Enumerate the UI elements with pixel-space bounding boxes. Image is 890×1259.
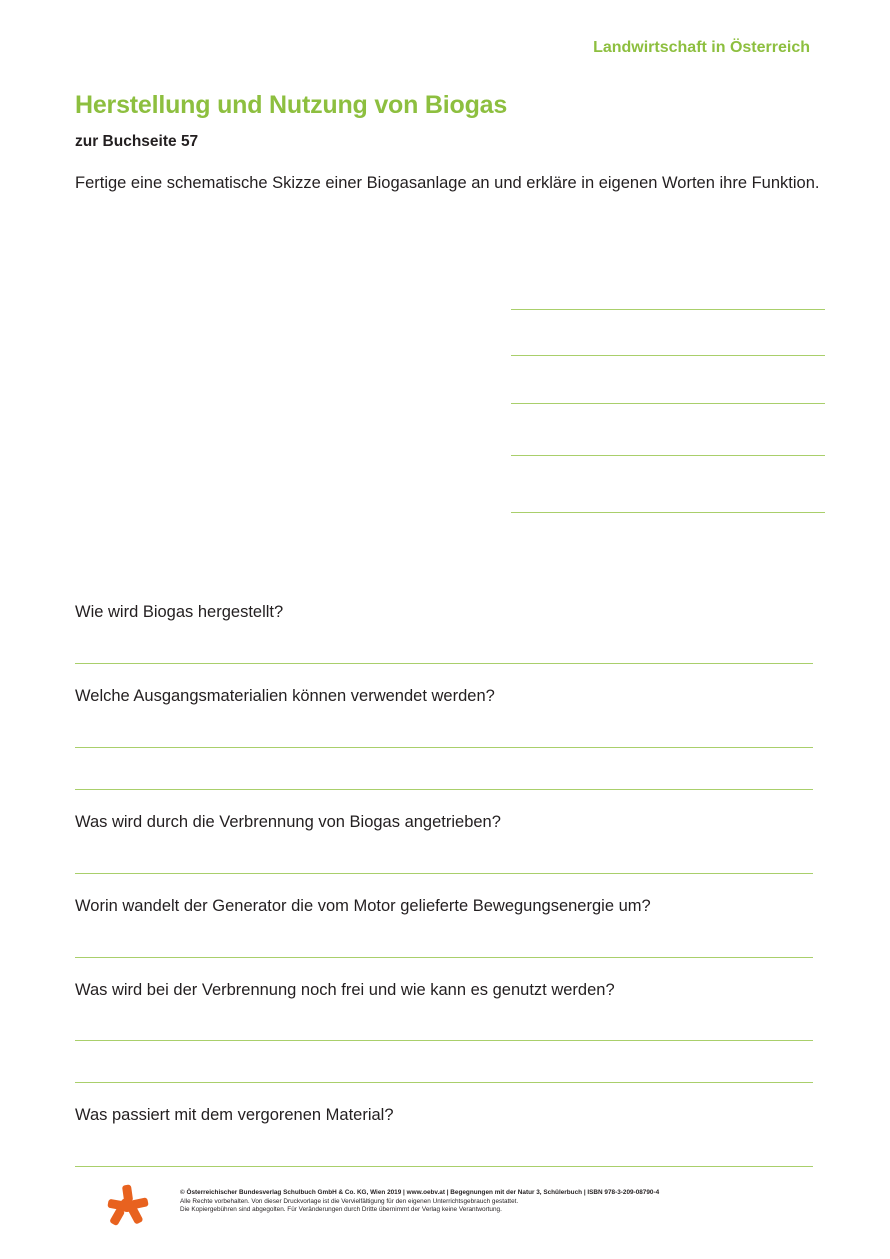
answer-line[interactable] [75,663,813,664]
page-title: Herstellung und Nutzung von Biogas [75,91,508,119]
explanation-line[interactable] [511,355,825,356]
footer-line: Die Kopiergebühren sind abgegolten. Für Veränderungen durch Dritte übernimmt der Verlag keine Verantwortung. [180,1206,502,1214]
question-4: Worin wandelt der Generator die vom Motor gelieferte Bewegungsenergie um? [75,897,651,915]
section-header: Landwirtschaft in Österreich [593,39,810,56]
oebv-logo-icon [106,1183,150,1227]
answer-line[interactable] [75,747,813,748]
question-3: Was wird durch die Verbrennung von Biogas angetrieben? [75,813,501,831]
answer-line[interactable] [75,957,813,958]
footer-line: Alle Rechte vorbehalten. Von dieser Druckvorlage ist die Vervielfältigung für den eigenen Unterrichtsgebrauch gestattet. [180,1197,519,1205]
answer-line[interactable] [75,1040,813,1041]
answer-line[interactable] [75,1082,813,1083]
answer-line[interactable] [75,873,813,874]
answer-line[interactable] [75,789,813,790]
question-6: Was passiert mit dem vergorenen Material? [75,1106,394,1124]
task-instruction: Fertige eine schematische Skizze einer Biogasanlage an und erkläre in eigenen Worten ihre Funktion. [75,174,820,192]
page-subtitle: zur Buchseite 57 [75,133,199,150]
footer-line: © Österreichischer Bundesverlag Schulbuch GmbH & Co. KG, Wien 2019 | www.oebv.at | Begegnungen mit der Natur 3, Schülerbuch | ISBN 978-3-209-08790-4 [180,1189,660,1196]
question-1: Wie wird Biogas hergestellt? [75,603,284,621]
sketch-area[interactable] [75,215,495,545]
explanation-line[interactable] [511,512,825,513]
answer-line[interactable] [75,1166,813,1167]
explanation-line[interactable] [511,455,825,456]
explanation-line[interactable] [511,309,825,310]
question-5: Was wird bei der Verbrennung noch frei und wie kann es genutzt werden? [75,981,615,999]
explanation-line[interactable] [511,403,825,404]
question-2: Welche Ausgangsmaterialien können verwendet werden? [75,687,495,705]
footer-copyright [180,1189,659,1215]
